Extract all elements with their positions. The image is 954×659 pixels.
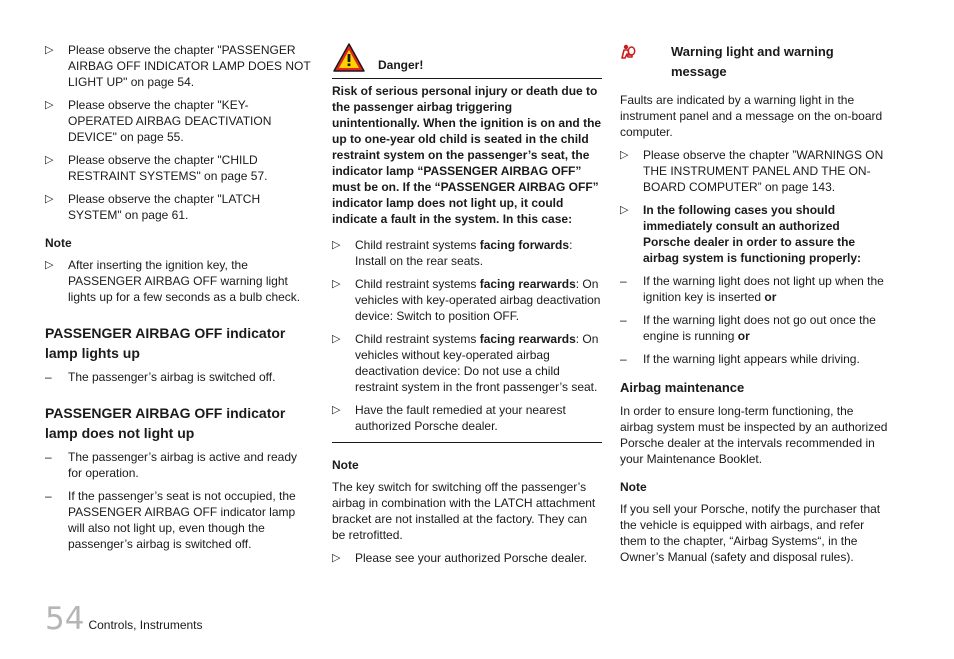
triangle-bullet-icon: ▷ [332, 239, 341, 251]
section-heading-airbag-maintenance: Airbag maintenance [620, 380, 745, 395]
list-item-bold: facing rearwards [479, 332, 576, 346]
page-footer [45, 603, 203, 635]
list-item-bold: facing rearwards [479, 277, 576, 291]
list-item [45, 152, 313, 184]
list-item [45, 449, 313, 481]
triangle-bullet-icon: ▷ [620, 204, 629, 216]
list-item-text: : On vehicles without key-operated airbag deactivation device: Do not use a child restraint system in the front passenger’s seat. [355, 332, 599, 394]
list-item [45, 488, 313, 552]
triangle-bullet-icon: ▷ [332, 552, 341, 564]
list-item-text: Please observe the chapter ”WARNINGS ON THE INSTRUMENT PANEL AND THE ON-BOARD COMPUTER” on page 143. [643, 148, 884, 194]
triangle-bullet-icon: ▷ [620, 149, 629, 161]
list-item-text: If the passenger’s seat is not occupied, the PASSENGER AIRBAG OFF indicator lamp will also not light up, even though the passenger’s airbag is switched off. [68, 489, 296, 551]
danger-header [332, 42, 602, 79]
triangle-bullet-icon: ▷ [45, 99, 54, 111]
section-heading-lamp-lights-up: PASSENGER AIRBAG OFF indicator lamp lights up [45, 325, 286, 361]
list-item-text: : On vehicles with key-operated airbag deactivation device: Switch to position OFF. [355, 277, 601, 323]
list-item-text: After inserting the ignition key, the PASSENGER AIRBAG OFF warning light lights up for a few seconds as a bulb check. [68, 258, 301, 304]
list-item-text: Please observe the chapter "CHILD RESTRAINT SYSTEMS" on page 57. [68, 153, 268, 183]
section-heading-lamp-does-not-light-up: PASSENGER AIRBAG OFF indicator lamp does not light up [45, 405, 286, 441]
list-item-text: Have the fault remedied at your nearest authorized Porsche dealer. [355, 403, 566, 433]
list-item-bold: facing forwards [479, 238, 570, 252]
dash-bullet: – [620, 274, 627, 288]
list-item [45, 42, 313, 90]
triangle-bullet-icon: ▷ [332, 333, 341, 345]
airbag-warning-icon [620, 44, 636, 62]
list-item-text: Child restraint systems [355, 238, 480, 252]
list-item-text: The passenger’s airbag is switched off. [68, 370, 276, 384]
list-item [620, 312, 888, 344]
list-item-text: Child restraint systems [355, 332, 480, 346]
triangle-bullet-icon: ▷ [45, 44, 54, 56]
list-item [45, 257, 313, 305]
triangle-bullet-icon: ▷ [332, 278, 341, 290]
dash-bullet: – [620, 313, 627, 327]
list-item-text: Please observe the chapter "PASSENGER AIRBAG OFF INDICATOR LAMP DOES NOT LIGHT UP" on page 54. [68, 43, 311, 89]
list-item [620, 202, 888, 266]
note-text: The key switch for switching off the passenger’s airbag in combination with the LATCH attachment bracket are not installed at the factory. They can be retrofitted. [332, 480, 596, 542]
chapter-reference-list [45, 42, 313, 223]
list-item [620, 147, 888, 195]
danger-text: Risk of serious personal injury or death due to the passenger airbag triggering unintentionally. When the ignition is on and the up to one-year old child is seated in the child restraint system on the passenger’s seat, the indicator lamp “PASSENGER AIRBAG OFF” must be on. If the “PASSENGER AIRBAG OFF” indicator lamp does not light up, it could indicate a fault in the system. In this case: [332, 84, 602, 226]
column-middle [332, 42, 602, 573]
list-item [332, 237, 602, 269]
list-item-text: : Install on the rear seats. [355, 238, 573, 268]
list-item-text: If the warning light does not light up when the ignition key is inserted [643, 274, 884, 304]
triangle-bullet-icon: ▷ [45, 193, 54, 205]
list-item-bold: or [737, 329, 750, 343]
list-item-text: Please observe the chapter "LATCH SYSTEM" on page 61. [68, 192, 261, 222]
footer-section-title: Controls, Instruments [88, 618, 203, 632]
column-left [45, 42, 313, 559]
divider [332, 442, 602, 443]
triangle-bullet-icon: ▷ [45, 154, 54, 166]
section-heading-warning-light: Warning light and warning message [671, 44, 834, 79]
page-number: 54 [45, 601, 85, 637]
list-item [620, 273, 888, 305]
maintenance-paragraph: In order to ensure long-term functioning, the airbag system must be inspected by an authorized Porsche dealer at the intervals recommended in your Maintenance Booklet. [620, 404, 888, 466]
list-item-text: Child restraint systems [355, 277, 480, 291]
list-item [45, 369, 313, 385]
list-item-text: If the warning light appears while driving. [643, 352, 860, 366]
list-item-text: The passenger’s airbag is active and ready for operation. [68, 450, 298, 480]
note-heading: Note [45, 236, 72, 250]
dash-bullet: – [45, 489, 52, 503]
warning-triangle-icon [332, 42, 366, 73]
dash-bullet: – [45, 450, 52, 464]
danger-label: Danger! [378, 58, 424, 72]
column-right [620, 42, 888, 572]
list-item-bold: or [764, 290, 777, 304]
list-item [620, 351, 888, 367]
triangle-bullet-icon: ▷ [332, 404, 341, 416]
list-item [332, 402, 602, 434]
list-item-text: In the following cases you should immediately consult an authorized Porsche dealer in order to assure the airbag system is functioning properly: [643, 203, 862, 265]
warning-light-header [620, 42, 888, 84]
list-item [332, 276, 602, 324]
list-item [45, 191, 313, 223]
list-item-text: Please observe the chapter "KEY-OPERATED AIRBAG DEACTIVATION DEVICE" on page 55. [68, 98, 272, 144]
dash-bullet: – [620, 352, 627, 366]
dash-bullet: – [45, 370, 52, 384]
intro-paragraph: Faults are indicated by a warning light in the instrument panel and a message on the on-board computer. [620, 93, 883, 139]
note-text: If you sell your Porsche, notify the purchaser that the vehicle is equipped with airbags, and refer them to the chapter, “Airbag Systems“, in the Owner’s Manual (safety and disposal rules). [620, 502, 881, 564]
list-item [332, 550, 602, 566]
note-heading: Note [620, 480, 647, 494]
triangle-bullet-icon: ▷ [45, 259, 54, 271]
list-item [45, 97, 313, 145]
note-heading: Note [332, 458, 359, 472]
list-item-text: If the warning light does not go out once the engine is running [643, 313, 876, 343]
list-item [332, 331, 602, 395]
list-item-text: Please see your authorized Porsche dealer. [355, 551, 588, 565]
